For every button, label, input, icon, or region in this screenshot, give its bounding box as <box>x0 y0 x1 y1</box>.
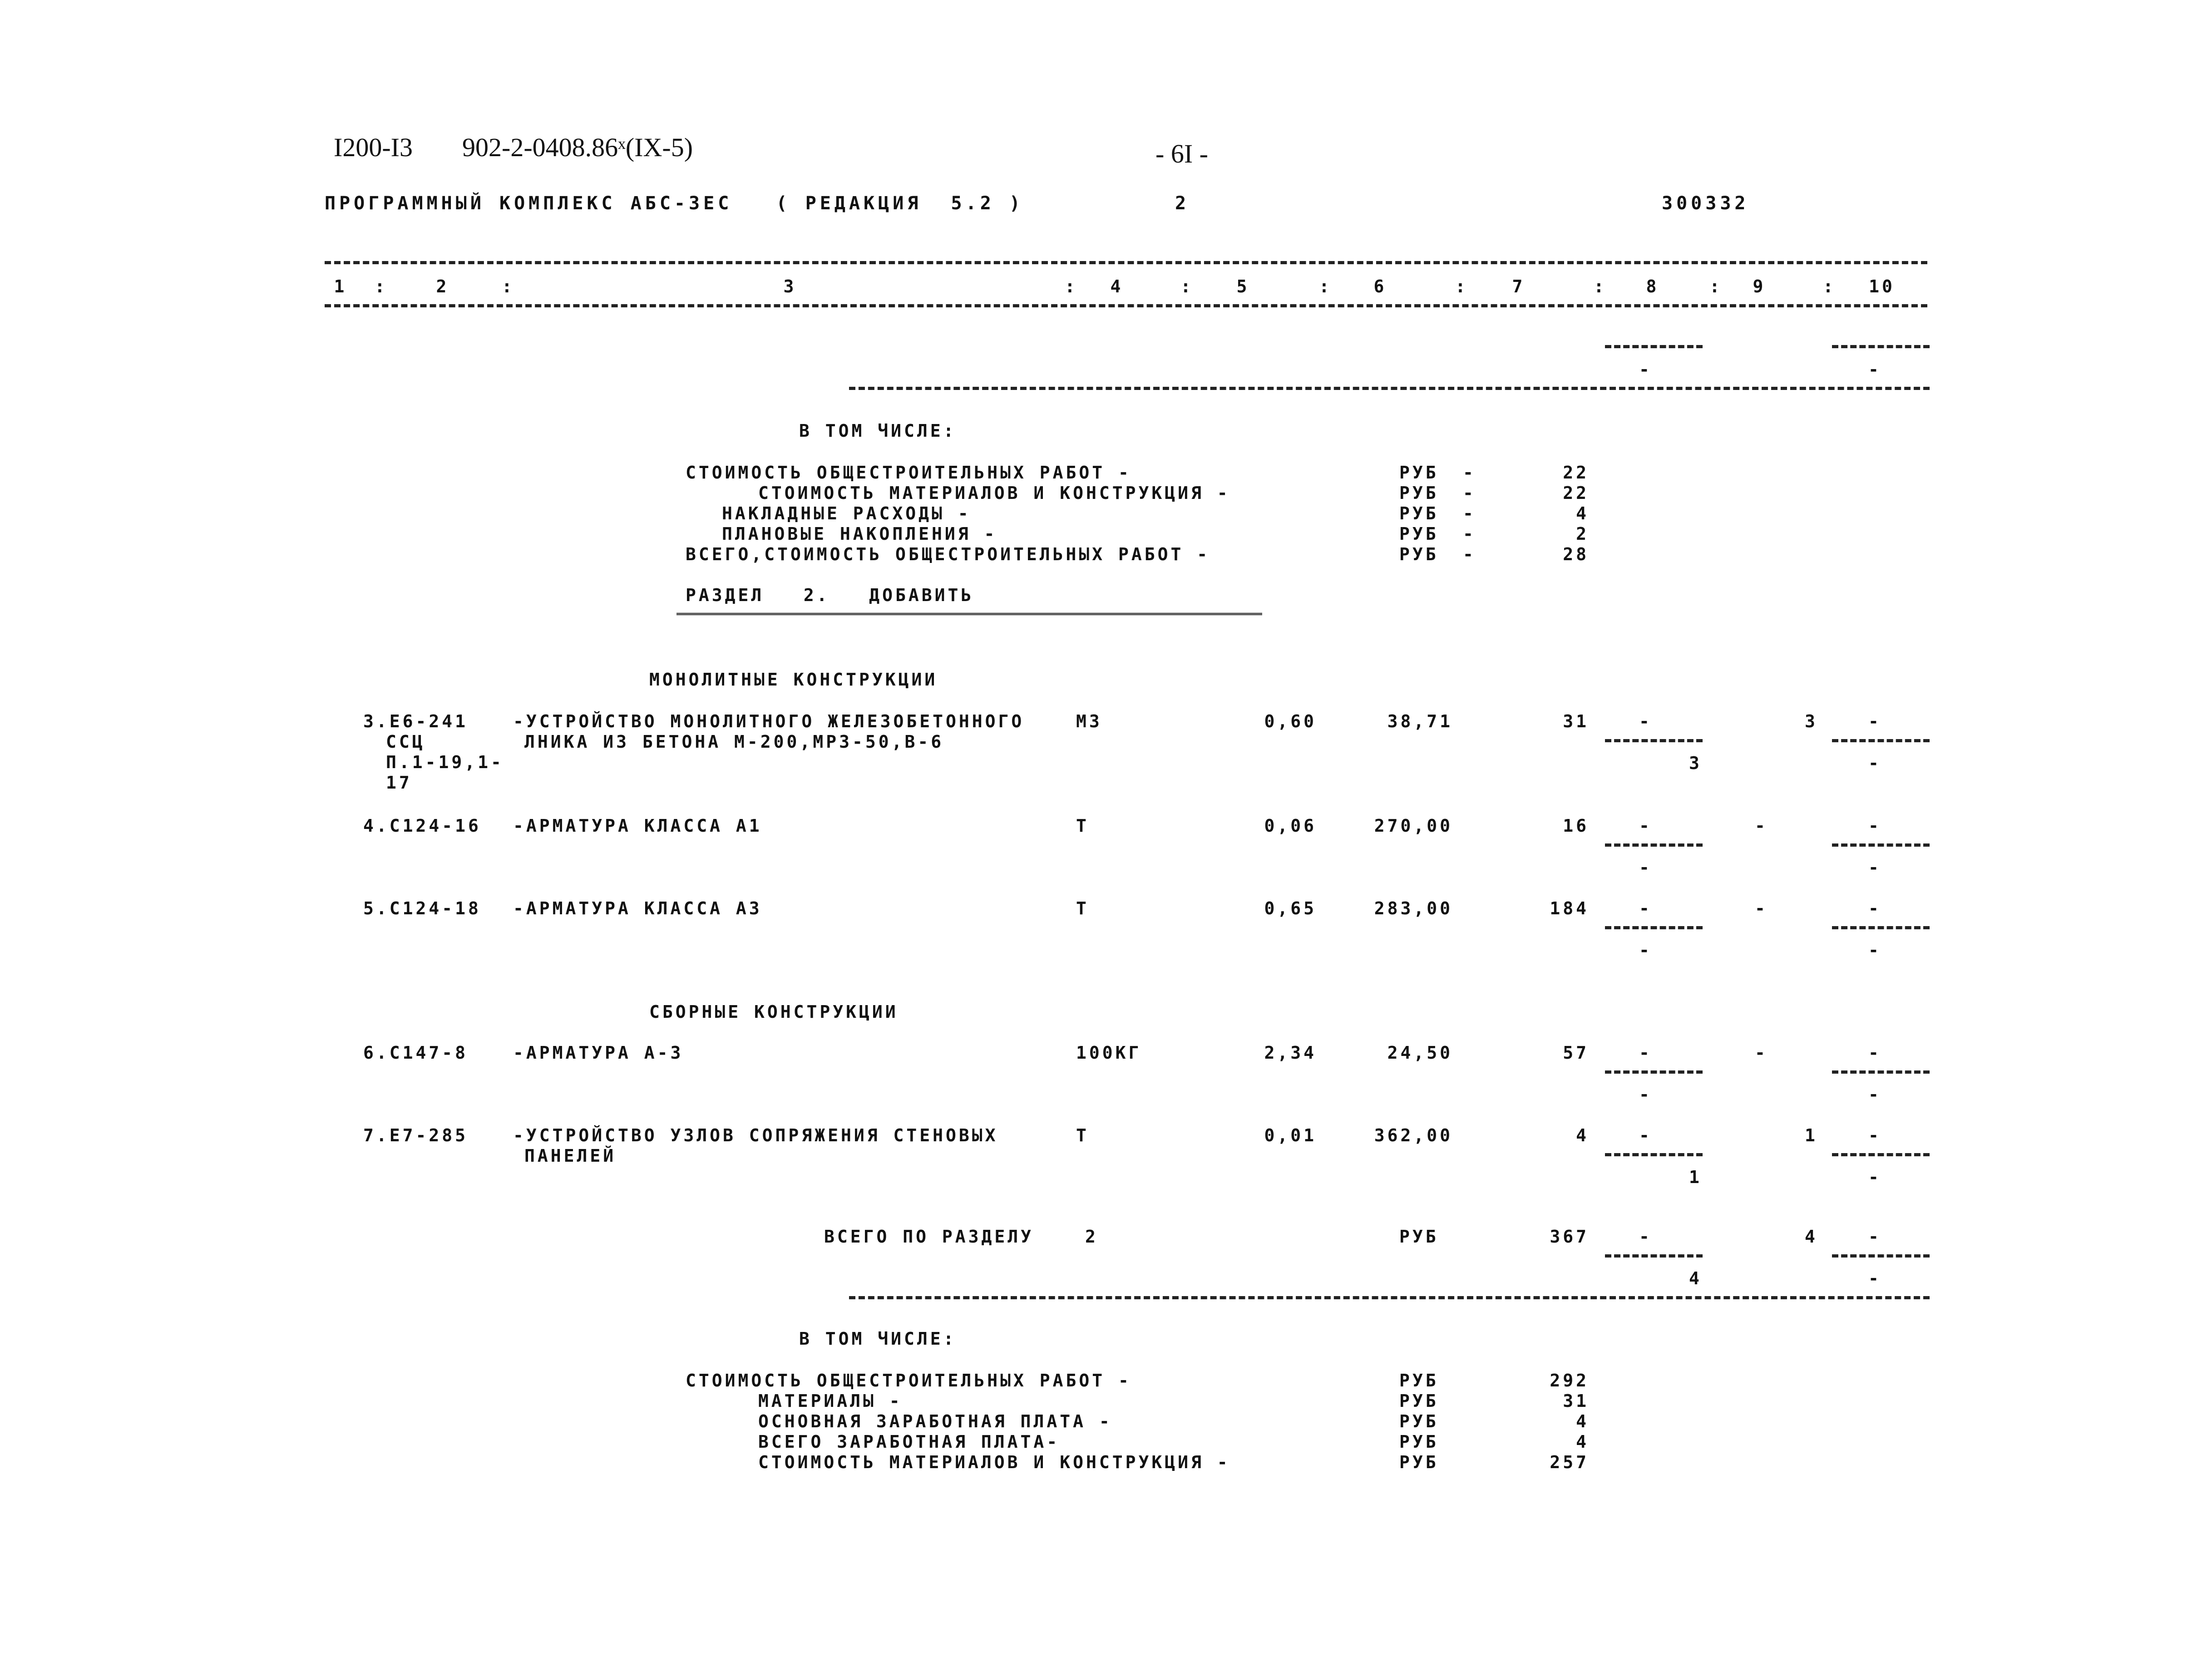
column-separator: : <box>1319 276 1332 296</box>
carry-rule <box>1605 345 1703 348</box>
summary1-title: В ТОМ ЧИСЛЕ: <box>799 421 957 441</box>
column-separator: : <box>1709 276 1723 296</box>
column-separator: : <box>375 276 388 296</box>
summary-value: 2 <box>1576 524 1589 544</box>
item-unit: Т <box>1076 1125 1089 1145</box>
item-description: -АРМАТУРА А-3 <box>513 1043 684 1063</box>
summary-unit: РУБ <box>1399 503 1439 523</box>
total-col10: - <box>1868 1227 1881 1247</box>
group-title-monolithic: МОНОЛИТНЫЕ КОНСТРУКЦИИ <box>649 670 938 690</box>
item-price: 283,00 <box>1374 898 1453 918</box>
cell-rule <box>1832 1153 1930 1156</box>
cell-rule <box>1832 739 1930 742</box>
item-quantity: 0,06 <box>1264 816 1317 836</box>
summary-unit: РУБ <box>1399 1452 1439 1472</box>
item-code: 6.С147-8 <box>363 1043 469 1063</box>
summary-unit: РУБ <box>1399 463 1439 483</box>
total-col10-lower: - <box>1868 1268 1881 1288</box>
item-col8: - <box>1639 816 1652 836</box>
item-col8: - <box>1639 1043 1652 1063</box>
summary-value: 4 <box>1576 1411 1589 1431</box>
summary-dash: - <box>1463 524 1476 544</box>
item-col10: - <box>1868 898 1881 918</box>
item-unit: Т <box>1076 816 1089 836</box>
summary-label: СТОИМОСТЬ МАТЕРИАЛОВ И КОНСТРУКЦИЯ - <box>758 483 1230 503</box>
program-title: ПРОГРАММНЫЙ КОМПЛЕКС АБС-3ЕС ( РЕДАКЦИЯ 5.2 ) <box>325 193 1024 214</box>
column-header: 10 <box>1869 276 1895 296</box>
item-code: 4.С124-16 <box>363 816 481 836</box>
item-code: П.1-19,1- <box>386 752 504 772</box>
group-title-prefabricated: СБОРНЫЕ КОНСТРУКЦИИ <box>649 1002 899 1022</box>
item-col8-lower: - <box>1639 940 1652 960</box>
cell-rule <box>1832 1254 1930 1258</box>
summary-dash: - <box>1463 503 1476 523</box>
summary-value: 31 <box>1563 1391 1589 1411</box>
summary-label: ВСЕГО ЗАРАБОТНАЯ ПЛАТА- <box>758 1432 1060 1452</box>
summary-unit: РУБ <box>1399 524 1439 544</box>
item-code: 17 <box>386 773 412 793</box>
item-description: -АРМАТУРА КЛАССА А1 <box>513 816 762 836</box>
summary-label: НАКЛАДНЫЕ РАСХОДЫ - <box>722 503 971 523</box>
column-separator: : <box>1065 276 1078 296</box>
column-separator: : <box>1180 276 1194 296</box>
column-header: 2 <box>436 276 449 296</box>
column-header: 6 <box>1373 276 1387 296</box>
item-quantity: 0,65 <box>1264 898 1317 918</box>
summary2-title: В ТОМ ЧИСЛЕ: <box>799 1329 957 1349</box>
item-col8: - <box>1639 1125 1652 1145</box>
cell-rule <box>1605 1070 1703 1074</box>
cell-rule <box>1832 843 1930 847</box>
summary-value: 22 <box>1563 463 1589 483</box>
summary-value: 292 <box>1550 1371 1589 1391</box>
item-col10-lower: - <box>1868 1167 1881 1187</box>
program-code: 300332 <box>1662 193 1749 214</box>
item-col8-lower: - <box>1639 858 1652 878</box>
column-header: 7 <box>1512 276 1526 296</box>
item-description: ЛНИКА ИЗ БЕТОНА М-200,МРЗ-50,В-6 <box>524 732 944 752</box>
total-value: 367 <box>1550 1227 1589 1247</box>
total-col8-lower: 4 <box>1689 1268 1702 1288</box>
item-col9: 3 <box>1805 711 1818 731</box>
item-quantity: 0,01 <box>1264 1125 1317 1145</box>
section-title-underline <box>676 613 1262 615</box>
summary-label: МАТЕРИАЛЫ - <box>758 1391 903 1411</box>
column-separator: : <box>1823 276 1836 296</box>
summary-unit: РУБ <box>1399 1391 1439 1411</box>
item-code: 7.Е7-285 <box>363 1125 469 1145</box>
item-col10-lower: - <box>1868 1085 1881 1105</box>
item-col8: - <box>1639 898 1652 918</box>
summary-dash: - <box>1463 483 1476 503</box>
summary-unit: РУБ <box>1399 483 1439 503</box>
carry-col8: - <box>1639 360 1652 380</box>
item-total: 4 <box>1576 1125 1589 1145</box>
header-bottom-rule <box>325 304 1927 307</box>
item-col9: - <box>1755 898 1768 918</box>
carry-rule <box>1832 345 1930 348</box>
item-code: 5.С124-18 <box>363 898 481 918</box>
item-col10-lower: - <box>1868 753 1881 773</box>
cell-rule <box>1605 1153 1703 1156</box>
cell-rule <box>1605 843 1703 847</box>
total-section-number: 2 <box>1085 1227 1098 1247</box>
item-unit: М3 <box>1076 711 1102 731</box>
summary-unit: РУБ <box>1399 1411 1439 1431</box>
cell-rule <box>1605 926 1703 929</box>
item-col8-lower: - <box>1639 1085 1652 1105</box>
item-col9: - <box>1755 1043 1768 1063</box>
item-col9: 1 <box>1805 1125 1818 1145</box>
document-code: I200-I3 <box>334 133 413 162</box>
total-label: ВСЕГО ПО РАЗДЕЛУ <box>824 1227 1034 1247</box>
section-rule <box>849 1296 1930 1299</box>
item-unit: Т <box>1076 898 1089 918</box>
cell-rule <box>1832 1070 1930 1074</box>
summary-unit: РУБ <box>1399 1432 1439 1452</box>
item-price: 38,71 <box>1387 711 1453 731</box>
item-col8-lower: 3 <box>1689 753 1702 773</box>
item-quantity: 2,34 <box>1264 1043 1317 1063</box>
item-code: ССЦ <box>386 732 425 752</box>
cell-rule <box>1605 739 1703 742</box>
summary-value: 257 <box>1550 1452 1589 1472</box>
summary-dash: - <box>1463 463 1476 483</box>
column-header: 9 <box>1753 276 1766 296</box>
summary-unit: РУБ <box>1399 544 1439 564</box>
item-col10: - <box>1868 1125 1881 1145</box>
total-unit: РУБ <box>1399 1227 1439 1247</box>
header-top-rule <box>325 261 1927 264</box>
item-description: ПАНЕЛЕЙ <box>524 1146 617 1166</box>
item-col8: - <box>1639 711 1652 731</box>
summary-value: 28 <box>1563 544 1589 564</box>
item-quantity: 0,60 <box>1264 711 1317 731</box>
summary-dash: - <box>1463 544 1476 564</box>
section-title: РАЗДЕЛ 2. ДОБАВИТЬ <box>686 585 974 605</box>
summary-unit: РУБ <box>1399 1371 1439 1391</box>
item-col10: - <box>1868 816 1881 836</box>
summary-label: ПЛАНОВЫЕ НАКОПЛЕНИЯ - <box>722 524 997 544</box>
item-total: 184 <box>1550 898 1589 918</box>
sheet-number: 2 <box>1175 193 1190 214</box>
total-col8: - <box>1639 1227 1652 1247</box>
item-col10-lower: - <box>1868 940 1881 960</box>
page-number: - 6I - <box>1155 139 1208 168</box>
item-total: 57 <box>1563 1043 1589 1063</box>
carry-col10: - <box>1868 360 1881 380</box>
column-header: 8 <box>1646 276 1659 296</box>
item-col10: - <box>1868 1043 1881 1063</box>
column-header: 1 <box>334 276 347 296</box>
item-total: 31 <box>1563 711 1589 731</box>
summary-label: СТОИМОСТЬ ОБЩЕСТРОИТЕЛЬНЫХ РАБОТ - <box>686 1371 1131 1391</box>
cell-rule <box>1605 1254 1703 1258</box>
column-header: 5 <box>1236 276 1250 296</box>
column-header: 3 <box>783 276 797 296</box>
item-col10: - <box>1868 711 1881 731</box>
summary-label: ВСЕГО,СТОИМОСТЬ ОБЩЕСТРОИТЕЛЬНЫХ РАБОТ - <box>686 544 1210 564</box>
summary-label: СТОИМОСТЬ ОБЩЕСТРОИТЕЛЬНЫХ РАБОТ - <box>686 463 1131 483</box>
column-header: 4 <box>1110 276 1124 296</box>
total-col9: 4 <box>1805 1227 1818 1247</box>
item-description: -УСТРОЙСТВО УЗЛОВ СОПРЯЖЕНИЯ СТЕНОВЫХ <box>513 1125 998 1145</box>
item-total: 16 <box>1563 816 1589 836</box>
summary-label: СТОИМОСТЬ МАТЕРИАЛОВ И КОНСТРУКЦИЯ - <box>758 1452 1230 1472</box>
item-price: 24,50 <box>1387 1043 1453 1063</box>
summary-value: 4 <box>1576 503 1589 523</box>
summary-label: ОСНОВНАЯ ЗАРАБОТНАЯ ПЛАТА - <box>758 1411 1112 1431</box>
column-separator: : <box>1455 276 1468 296</box>
column-separator: : <box>1594 276 1607 296</box>
cell-rule <box>1832 926 1930 929</box>
summary-value: 22 <box>1563 483 1589 503</box>
item-col8-lower: 1 <box>1689 1167 1702 1187</box>
summary-value: 4 <box>1576 1432 1589 1452</box>
project-number: 902-2-0408.86ˣ(IX-5) <box>462 133 693 162</box>
item-col9: - <box>1755 816 1768 836</box>
item-unit: 100КГ <box>1076 1043 1142 1063</box>
item-col10-lower: - <box>1868 858 1881 878</box>
item-price: 270,00 <box>1374 816 1453 836</box>
item-description: -АРМАТУРА КЛАССА А3 <box>513 898 762 918</box>
item-price: 362,00 <box>1374 1125 1453 1145</box>
column-separator: : <box>502 276 515 296</box>
item-code: 3.Е6-241 <box>363 711 469 731</box>
section-rule <box>849 387 1930 390</box>
item-description: -УСТРОЙСТВО МОНОЛИТНОГО ЖЕЛЕЗОБЕТОННОГО <box>513 711 1025 731</box>
